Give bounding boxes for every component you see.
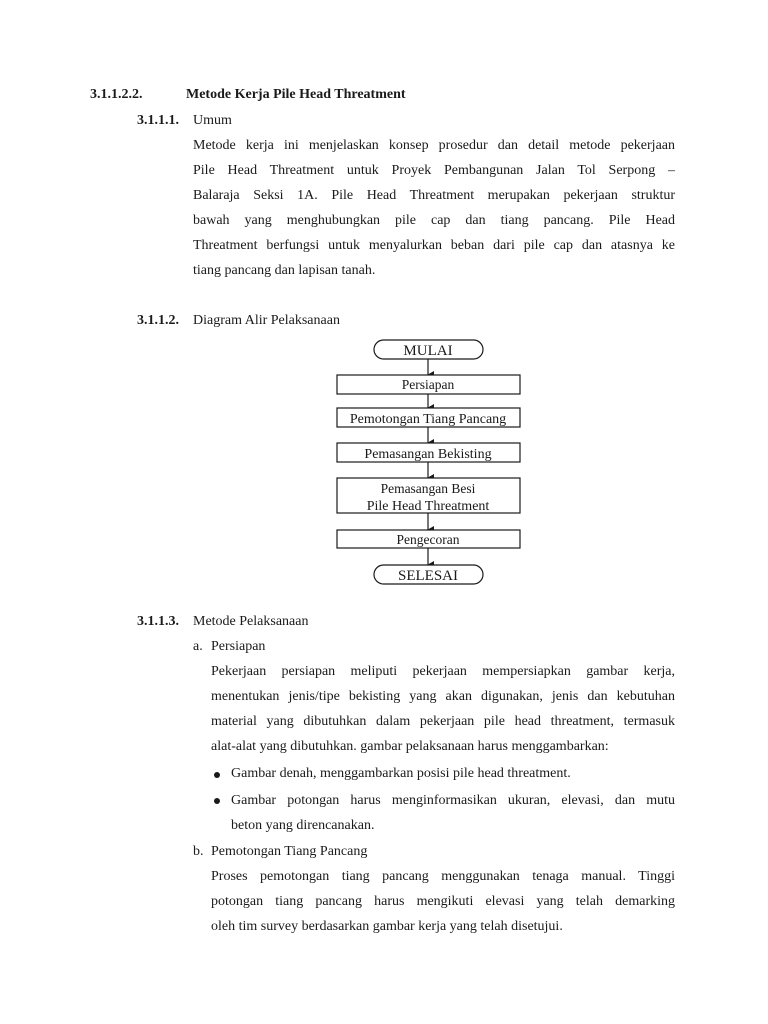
bullet-text: beton yang direncanakan. <box>231 818 375 833</box>
end-terminal <box>374 565 483 584</box>
diagram-title: Diagram Alir Pelaksanaan <box>193 313 340 328</box>
diagram-number: 3.1.1.2. <box>137 313 179 328</box>
step-label: Persiapan <box>401 377 455 392</box>
metode-title: Metode Pelaksanaan <box>193 614 309 629</box>
paragraph-line: oleh tim survey berdasarkan gambar kerja yang telah disetujui. <box>211 919 563 934</box>
section-title: Metode Kerja Pile Head Threatment <box>186 87 406 102</box>
umum-number: 3.1.1.1. <box>137 113 179 128</box>
step-label: Pemotongan Tiang Pancang <box>349 412 507 427</box>
step-label: Pile Head Threatment <box>366 499 490 514</box>
start-terminal <box>374 340 483 359</box>
paragraph-line: alat-alat yang dibutuhkan. gambar pelaksanaan harus menggambarkan: <box>211 739 609 754</box>
paragraph-line: material yang dibutuhkan dalam pekerjaan pile head threatment, termasuk <box>211 714 675 729</box>
end-label: SELESAI <box>398 568 458 584</box>
paragraph-line: Pekerjaan persiapan meliputi pekerjaan mempersiapkan gambar kerja, <box>211 664 675 679</box>
item-b-title: Pemotongan Tiang Pancang <box>211 844 368 859</box>
paragraph-line: potongan tiang pancang harus mengikuti elevasi yang telah demarking <box>211 894 675 909</box>
step-besi <box>337 478 520 514</box>
paragraph-line: menentukan jenis/tipe bekisting yang akan digunakan, jenis dan kebutuhan <box>211 689 675 704</box>
paragraph-line: bawah yang menghubungkan pile cap dan tiang pancang. Pile Head <box>193 213 675 228</box>
metode-number: 3.1.1.3. <box>137 614 179 629</box>
paragraph-line: Proses pemotongan tiang pancang menggunakan tenaga manual. Tinggi <box>211 869 675 884</box>
item-b-marker: b. <box>193 844 204 859</box>
paragraph-line: Threatment berfungsi untuk menyalurkan beban dari pile cap dan atasnya ke <box>193 238 675 253</box>
item-a-title: Persiapan <box>211 639 266 654</box>
section-number: 3.1.1.2.2. <box>90 87 143 102</box>
step-label: Pemasangan Besi <box>380 481 476 496</box>
paragraph-line: Pile Head Threatment untuk Proyek Pembangunan Jalan Tol Serpong – <box>193 163 675 178</box>
paragraph-line: Balaraja Seksi 1A. Pile Head Threatment merupakan pekerjaan struktur <box>193 188 675 203</box>
item-a-marker: a. <box>193 639 203 654</box>
step-label: Pengecoran <box>396 532 460 547</box>
paragraph-line: tiang pancang dan lapisan tanah. <box>193 263 376 278</box>
step-bekisting <box>337 443 520 462</box>
paragraph-line: Metode kerja ini menjelaskan konsep prosedur dan detail metode pekerjaan <box>193 138 675 153</box>
step-pemotongan <box>337 408 520 427</box>
start-label: MULAI <box>403 343 453 359</box>
bullet-text: Gambar potongan harus menginformasikan ukuran, elevasi, dan mutu <box>231 793 675 808</box>
bullet-icon <box>214 798 220 804</box>
step-pengecoran <box>337 530 520 548</box>
step-persiapan <box>337 375 520 394</box>
umum-title: Umum <box>193 113 232 128</box>
bullet-icon <box>214 772 220 778</box>
bullet-text: Gambar denah, menggambarkan posisi pile head threatment. <box>231 766 571 781</box>
step-label: Pemasangan Bekisting <box>364 447 492 462</box>
